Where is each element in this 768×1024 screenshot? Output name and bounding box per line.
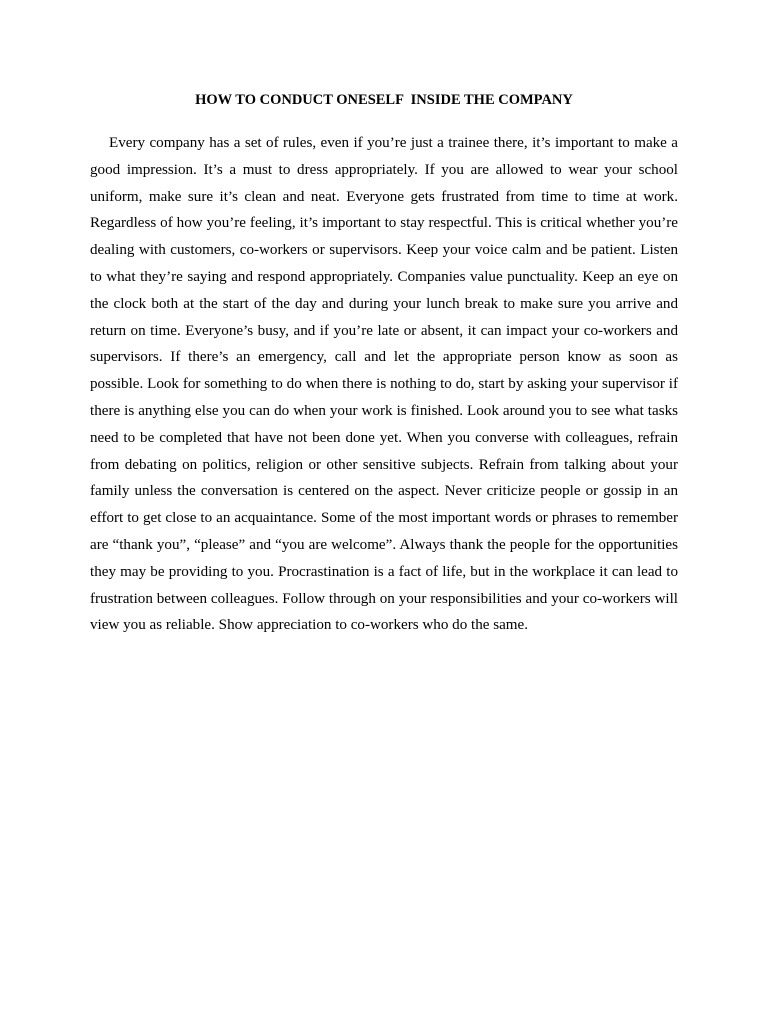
document-body-paragraph: Every company has a set of rules, even if you’re just a trainee there, it’s important to make a good impression. It’s a must to dress appropriately. If you are allowed to wear your school uniform, make sure it’s clean and neat. Everyone gets frustrated from time to time at work. Regardless of how you’re feeling, it’s important to stay respectful. This is critical whether you’re dealing with customers, co-workers or supervisors. Keep your voice calm and be patient. Listen to what they’re saying and respond appropriately. Companies value punctuality. Keep an eye on the clock both at the start of the day and during your lunch break to make sure you arrive and return on time. Everyone’s busy, and if you’re late or absent, it can impact your co-workers and supervisors. If there’s an emergency, call and let the appropriate person know as soon as possible. Look for something to do when there is nothing to do, start by asking your supervisor if there is anything else you can do when your work is finished. Look around you to see what tasks need to be completed that have not been done yet. When you converse with colleagues, refrain from debating on politics, religion or other sensitive subjects. Refrain from talking about your family unless the conversation is centered on the aspect. Never criticize people or gossip in an effort to get close to an acquaintance. Some of the most important words or phrases to remember are “thank you”, “please” and “you are welcome”. Always thank the people for the opportunities they may be providing to you. Procrastination is a fact of life, but in the workplace it can lead to frustration between colleagues. Follow through on your responsibilities and your co-workers will view you as reliable. Show appreciation to co-workers who do the same. — [90, 135, 678, 634]
document-title: HOW TO CONDUCT ONESELF INSIDE THE COMPANY — [195, 92, 573, 108]
